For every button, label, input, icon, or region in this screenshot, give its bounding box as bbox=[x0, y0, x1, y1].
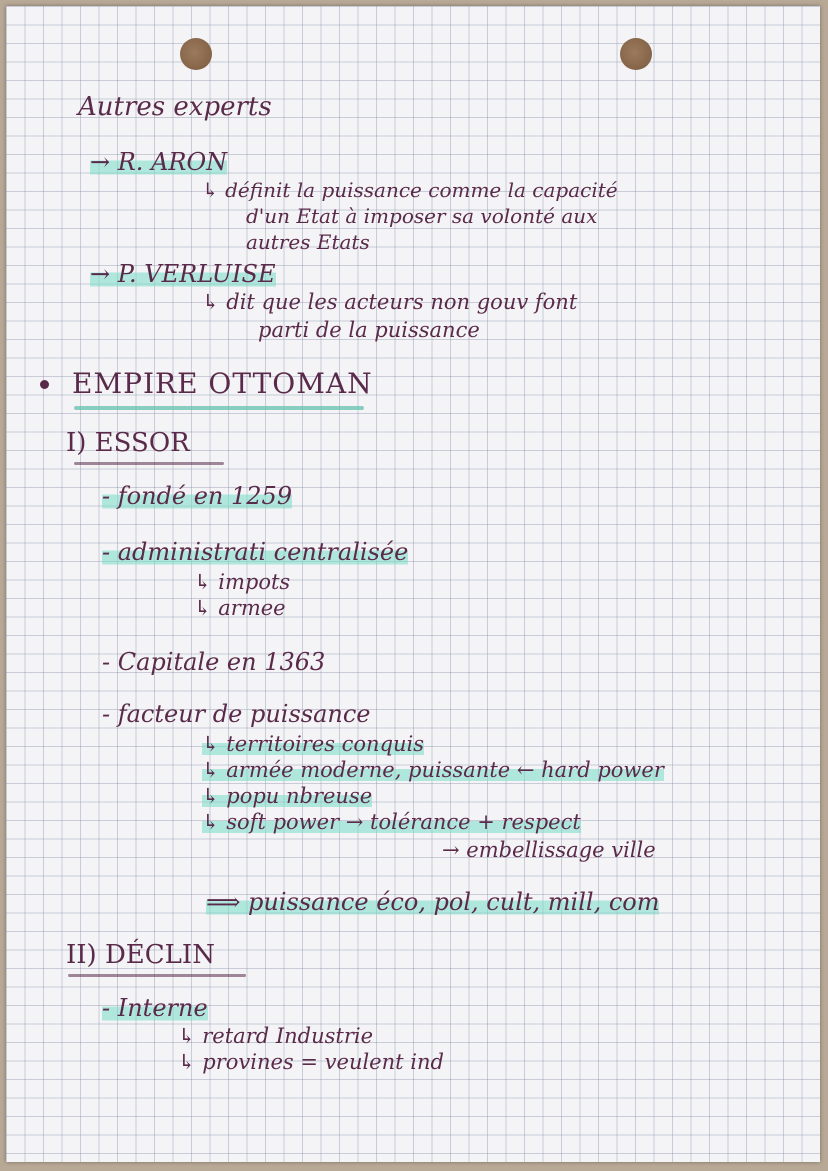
item-admin-text: - administrati centralisée bbox=[102, 538, 409, 566]
heading-autres-experts: Autres experts bbox=[78, 92, 272, 122]
conclusion-puissance bbox=[206, 890, 659, 914]
verluise-definition-1: ↳ dit que les acteurs non gouv font bbox=[202, 290, 578, 314]
binder-hole-right bbox=[620, 38, 652, 70]
facteur-territoires bbox=[202, 734, 424, 755]
essor-underline bbox=[74, 462, 224, 465]
declin-retard: ↳ retard Industrie bbox=[178, 1024, 374, 1048]
facteur-popu bbox=[202, 786, 372, 807]
heading-declin: II) DÉCLIN bbox=[66, 940, 215, 970]
section-bullet bbox=[40, 380, 49, 389]
expert-verluise bbox=[90, 262, 276, 286]
item-capitale: - Capitale en 1363 bbox=[102, 648, 326, 676]
item-facteur: - facteur de puissance bbox=[102, 700, 371, 728]
facteur-territoires-text: ↳ territoires conquis bbox=[202, 732, 425, 756]
facteur-soft-power-text: ↳ soft power → tolérance + respect bbox=[202, 810, 581, 834]
notebook-page bbox=[6, 6, 820, 1162]
facteur-embellissage: → embellissage ville bbox=[442, 838, 656, 862]
title-empire-ottoman: EMPIRE OTTOMAN bbox=[72, 367, 373, 400]
item-fonde-text: - fondé en 1259 bbox=[102, 482, 293, 510]
facteur-soft-power bbox=[202, 812, 581, 833]
item-interne-text: - Interne bbox=[102, 994, 208, 1022]
expert-aron-label: → R. ARON bbox=[90, 148, 228, 176]
binder-hole-left bbox=[180, 38, 212, 70]
facteur-armee bbox=[202, 760, 664, 781]
facteur-popu-text: ↳ popu nbreuse bbox=[202, 784, 373, 808]
item-armee: ↳ armee bbox=[194, 596, 286, 620]
item-impots: ↳ impots bbox=[194, 570, 291, 594]
title-underline bbox=[74, 406, 364, 410]
verluise-definition-2: parti de la puissance bbox=[258, 318, 480, 342]
expert-aron bbox=[90, 150, 227, 174]
aron-definition-2: d'un Etat à imposer sa volonté aux bbox=[246, 204, 598, 228]
facteur-armee-text: ↳ armée moderne, puissante ← hard power bbox=[202, 758, 664, 782]
item-admin bbox=[102, 540, 408, 564]
heading-essor: I) ESSOR bbox=[66, 428, 190, 458]
aron-definition-1: ↳ définit la puissance comme la capacité bbox=[202, 178, 618, 202]
item-interne bbox=[102, 996, 208, 1020]
expert-verluise-label: → P. VERLUISE bbox=[90, 260, 276, 288]
conclusion-puissance-text: ⟹ puissance éco, pol, cult, mill, com bbox=[206, 888, 660, 916]
declin-underline bbox=[68, 974, 246, 977]
item-fonde bbox=[102, 484, 292, 508]
declin-provines: ↳ provines = veulent ind bbox=[178, 1050, 444, 1074]
aron-definition-3: autres Etats bbox=[246, 230, 370, 254]
